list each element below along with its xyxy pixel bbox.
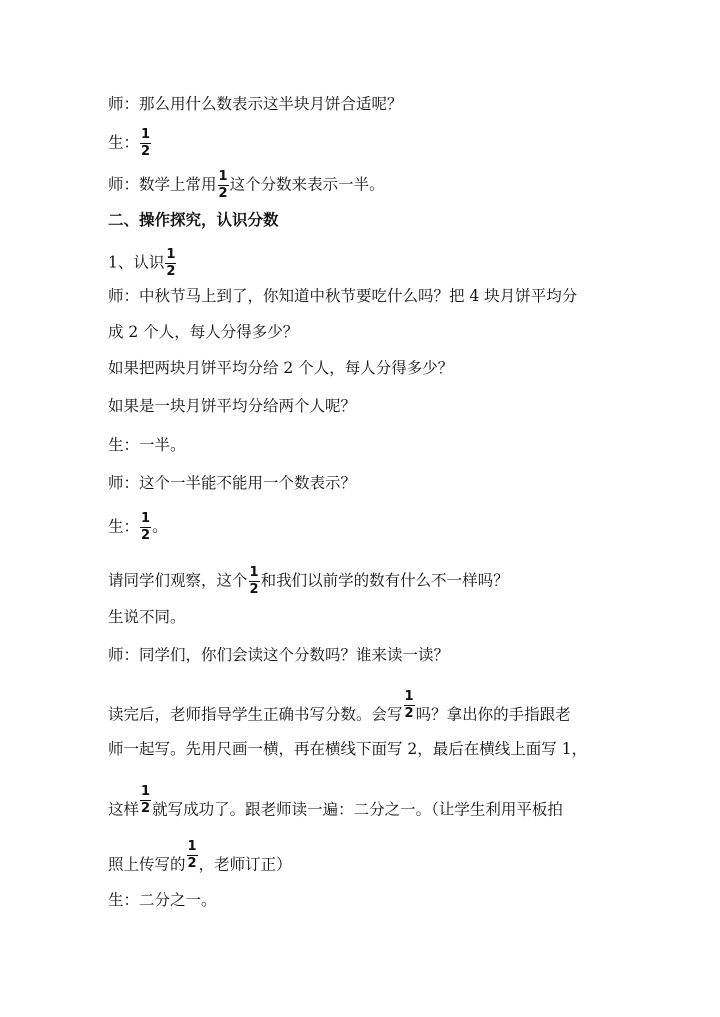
- line-suffix: 吗？拿出你的手指跟老: [415, 705, 571, 724]
- subsection-heading: [108, 248, 177, 279]
- line-suffix: 这个分数来表示一半。: [229, 175, 385, 194]
- line-prefix: 师：数学上常用: [108, 175, 217, 194]
- fraction-one-half: [140, 785, 151, 816]
- line-suffix: 和我们以前学的数有什么不一样吗？: [260, 571, 509, 590]
- fraction-denominator: 2: [404, 706, 414, 721]
- line-suffix: 就写成功了。跟老师读一遍：二分之一。（让学生利用平板拍: [152, 800, 563, 819]
- student-answer-fraction-line: [108, 128, 152, 159]
- observation-line: [108, 566, 509, 597]
- fraction-one-half: [140, 512, 151, 543]
- fraction-numerator: 1: [141, 511, 151, 526]
- fraction-one-half: [404, 690, 415, 721]
- fraction-one-half: [249, 566, 260, 597]
- fraction-denominator: 2: [141, 144, 151, 159]
- teacher-question-line: 师：那么用什么数表示这半块月饼合适呢？: [108, 95, 403, 113]
- fraction-numerator: 1: [141, 784, 151, 799]
- fraction-one-half: [187, 840, 198, 871]
- fraction-one-half: [140, 128, 151, 159]
- fraction-denominator: 2: [166, 264, 176, 279]
- fraction-numerator: 1: [187, 839, 197, 854]
- student-answer-line: 生：一半。: [108, 436, 186, 454]
- fraction-denominator: 2: [218, 186, 228, 201]
- fraction-denominator: 2: [249, 582, 259, 597]
- line-suffix: 。: [152, 517, 168, 536]
- student-answer-line: 生：二分之一。: [108, 891, 217, 909]
- fraction-one-half: [165, 248, 176, 279]
- fraction-numerator: 1: [166, 247, 176, 262]
- line-prefix: 生：: [108, 133, 140, 152]
- line-prefix: 生：: [108, 517, 140, 536]
- fraction-denominator: 2: [141, 801, 151, 816]
- question-line: 如果是一块月饼平均分给两个人呢？: [108, 397, 357, 415]
- teacher-question-line: 师：同学们，你们会读这个分数吗？谁来读一读？: [108, 646, 450, 664]
- line-prefix: 1、认识: [108, 253, 165, 272]
- writing-instruction-line: [108, 689, 571, 731]
- line-suffix: ，老师订正）: [198, 855, 292, 874]
- line-prefix: 读完后，老师指导学生正确书写分数。会写: [108, 705, 403, 724]
- teacher-question-line: 师：这个一半能不能用一个数表示？: [108, 474, 357, 492]
- fraction-numerator: 1: [404, 689, 414, 704]
- fraction-denominator: 2: [187, 856, 197, 871]
- line-prefix: 照上传写的: [108, 855, 186, 874]
- teacher-explain-line: [108, 170, 385, 201]
- section-heading: 二、操作探究，认识分数: [108, 210, 279, 229]
- fraction-one-half: [218, 170, 229, 201]
- teacher-question-line: 成 2 个人，每人分得多少？: [108, 323, 299, 341]
- writing-instruction-line: [108, 784, 563, 826]
- student-answer-fraction-line: [108, 512, 168, 543]
- fraction-numerator: 1: [218, 169, 228, 184]
- fraction-denominator: 2: [141, 528, 151, 543]
- question-line: 如果把两块月饼平均分给 2 个人，每人分得多少？: [108, 359, 454, 377]
- fraction-numerator: 1: [141, 127, 151, 142]
- fraction-numerator: 1: [249, 565, 259, 580]
- writing-instruction-line: [108, 839, 292, 881]
- student-answer-line: 生说不同。: [108, 608, 186, 626]
- line-prefix: 这样: [108, 800, 140, 819]
- writing-instruction-line: 师一起写。先用尺画一横，再在横线下面写 2，最后在横线上面写 1，: [108, 740, 588, 758]
- teacher-question-line: 师：中秋节马上到了，你知道中秋节要吃什么吗？把 4 块月饼平均分: [108, 287, 578, 305]
- line-prefix: 请同学们观察，这个: [108, 571, 248, 590]
